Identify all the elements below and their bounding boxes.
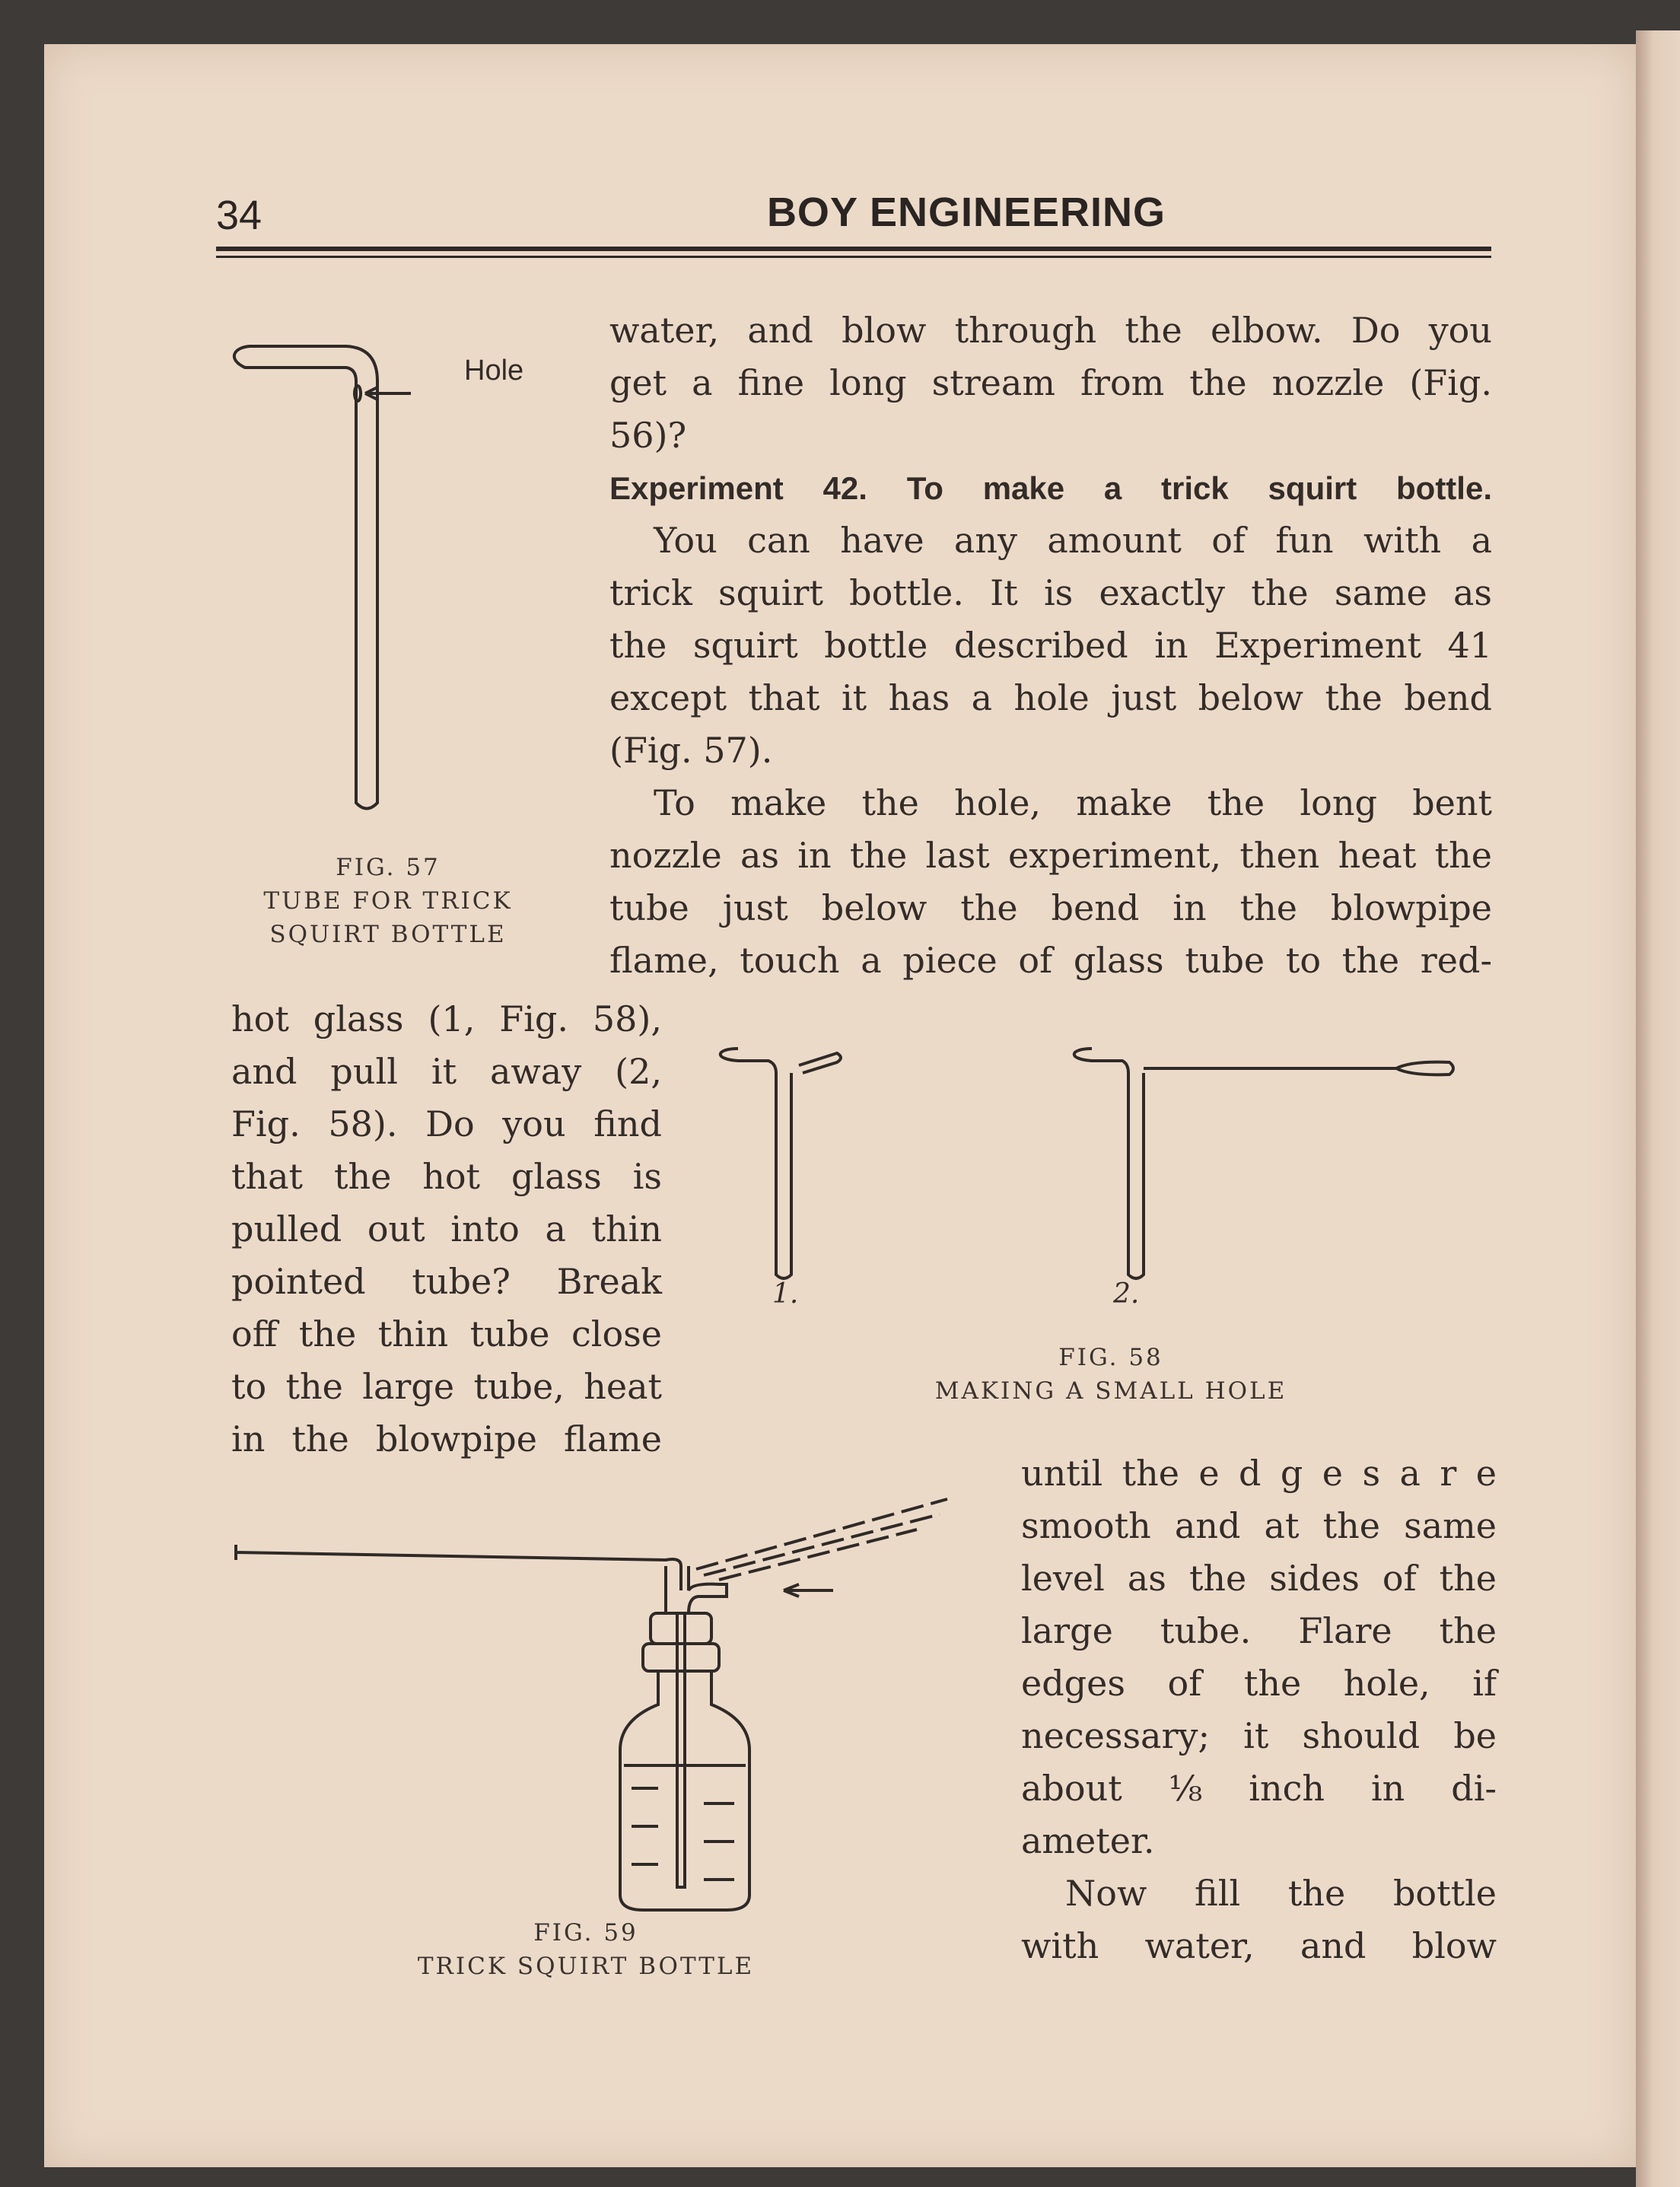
running-title: BOY ENGINEERING: [766, 189, 1166, 235]
text-line: pointed tube? Break: [231, 1261, 662, 1302]
header-rule-thin: [216, 256, 1491, 258]
fig58-caption-title: MAKING A SMALL HOLE: [934, 1377, 1287, 1405]
text-line: Fig. 58). Do you find: [231, 1103, 662, 1144]
fig58-caption-number: FIG. 58: [1058, 1344, 1163, 1371]
text-line: 56)?: [609, 415, 687, 456]
text-line: (Fig. 57).: [609, 730, 773, 771]
text-line: to the large tube, heat: [231, 1366, 662, 1407]
fig57-caption: [221, 851, 555, 951]
text-line: and pull it away (2,: [231, 1051, 662, 1092]
fig59-caption-title: TRICK SQUIRT BOTTLE: [417, 1953, 755, 1980]
fig57-caption-number: FIG. 57: [336, 854, 441, 881]
text-line: except that it has a hole just below the bend: [609, 677, 1492, 718]
text-line: edges of the hole, if: [1021, 1663, 1497, 1704]
facing-page-edge: [1636, 30, 1680, 2187]
text-line: necessary; it should be: [1021, 1715, 1497, 1756]
text-line: until the e d g e s a r e: [1021, 1453, 1497, 1494]
text-line: water, and blow through the elbow. Do you: [609, 310, 1492, 351]
fig58-label-2: 2.: [1113, 1278, 1140, 1310]
text-line: off the thin tube close: [231, 1313, 662, 1355]
header-rule: [216, 247, 1491, 251]
page-number: 34: [216, 193, 262, 238]
text-line: about ⅛ inch in di-: [1021, 1768, 1497, 1809]
fig59-caption: [320, 1916, 852, 1983]
text-line: level as the sides of the: [1021, 1558, 1497, 1599]
text-line: in the blowpipe flame: [231, 1418, 662, 1460]
fig57-caption-line: TUBE FOR TRICK: [263, 887, 513, 915]
text-line: large tube. Flare the: [1021, 1610, 1497, 1651]
text-line: You can have any amount of fun with a: [654, 520, 1492, 561]
experiment-heading: Experiment 42. To make a trick squirt bottle.: [609, 470, 1492, 506]
text-line: hot glass (1, Fig. 58),: [231, 998, 662, 1039]
fig57-hole-label: Hole: [464, 355, 524, 387]
text-line: To make the hole, make the long bent: [654, 782, 1492, 823]
fig58-step1-drawing: [708, 1043, 845, 1286]
body-text-bottom-right: [1021, 1447, 1497, 1972]
text-line: flame, touch a piece of glass tube to the red-: [609, 940, 1492, 981]
text-line: Now fill the bottle: [1065, 1873, 1497, 1914]
text-line: smooth and at the same: [1021, 1505, 1497, 1546]
fig58-step2-drawing: [1061, 1043, 1457, 1286]
text-line: the squirt bottle described in Experiment 41: [609, 625, 1492, 666]
fig59-trick-squirt-bottle-drawing: [232, 1484, 955, 1910]
text-line: nozzle as in the last experiment, then heat the: [609, 835, 1492, 876]
text-line: get a fine long stream from the nozzle (Fig.: [609, 362, 1492, 403]
fig57-caption-line: SQUIRT BOTTLE: [269, 921, 507, 948]
text-line: that the hot glass is: [231, 1156, 662, 1197]
text-line: trick squirt bottle. It is exactly the same as: [609, 572, 1492, 613]
fig57-bent-tube-drawing: [228, 339, 411, 818]
body-text-top-right: [609, 304, 1492, 987]
text-line: ameter.: [1021, 1820, 1155, 1861]
fig59-caption-number: FIG. 59: [533, 1919, 638, 1947]
text-line: pulled out into a thin: [231, 1208, 662, 1249]
text-line: tube just below the bend in the blowpipe: [609, 887, 1492, 928]
body-text-middle-left: [231, 993, 662, 1466]
text-line: with water, and blow: [1021, 1925, 1497, 1966]
fig58-label-1: 1.: [772, 1278, 799, 1310]
fig58-caption: [837, 1341, 1385, 1408]
